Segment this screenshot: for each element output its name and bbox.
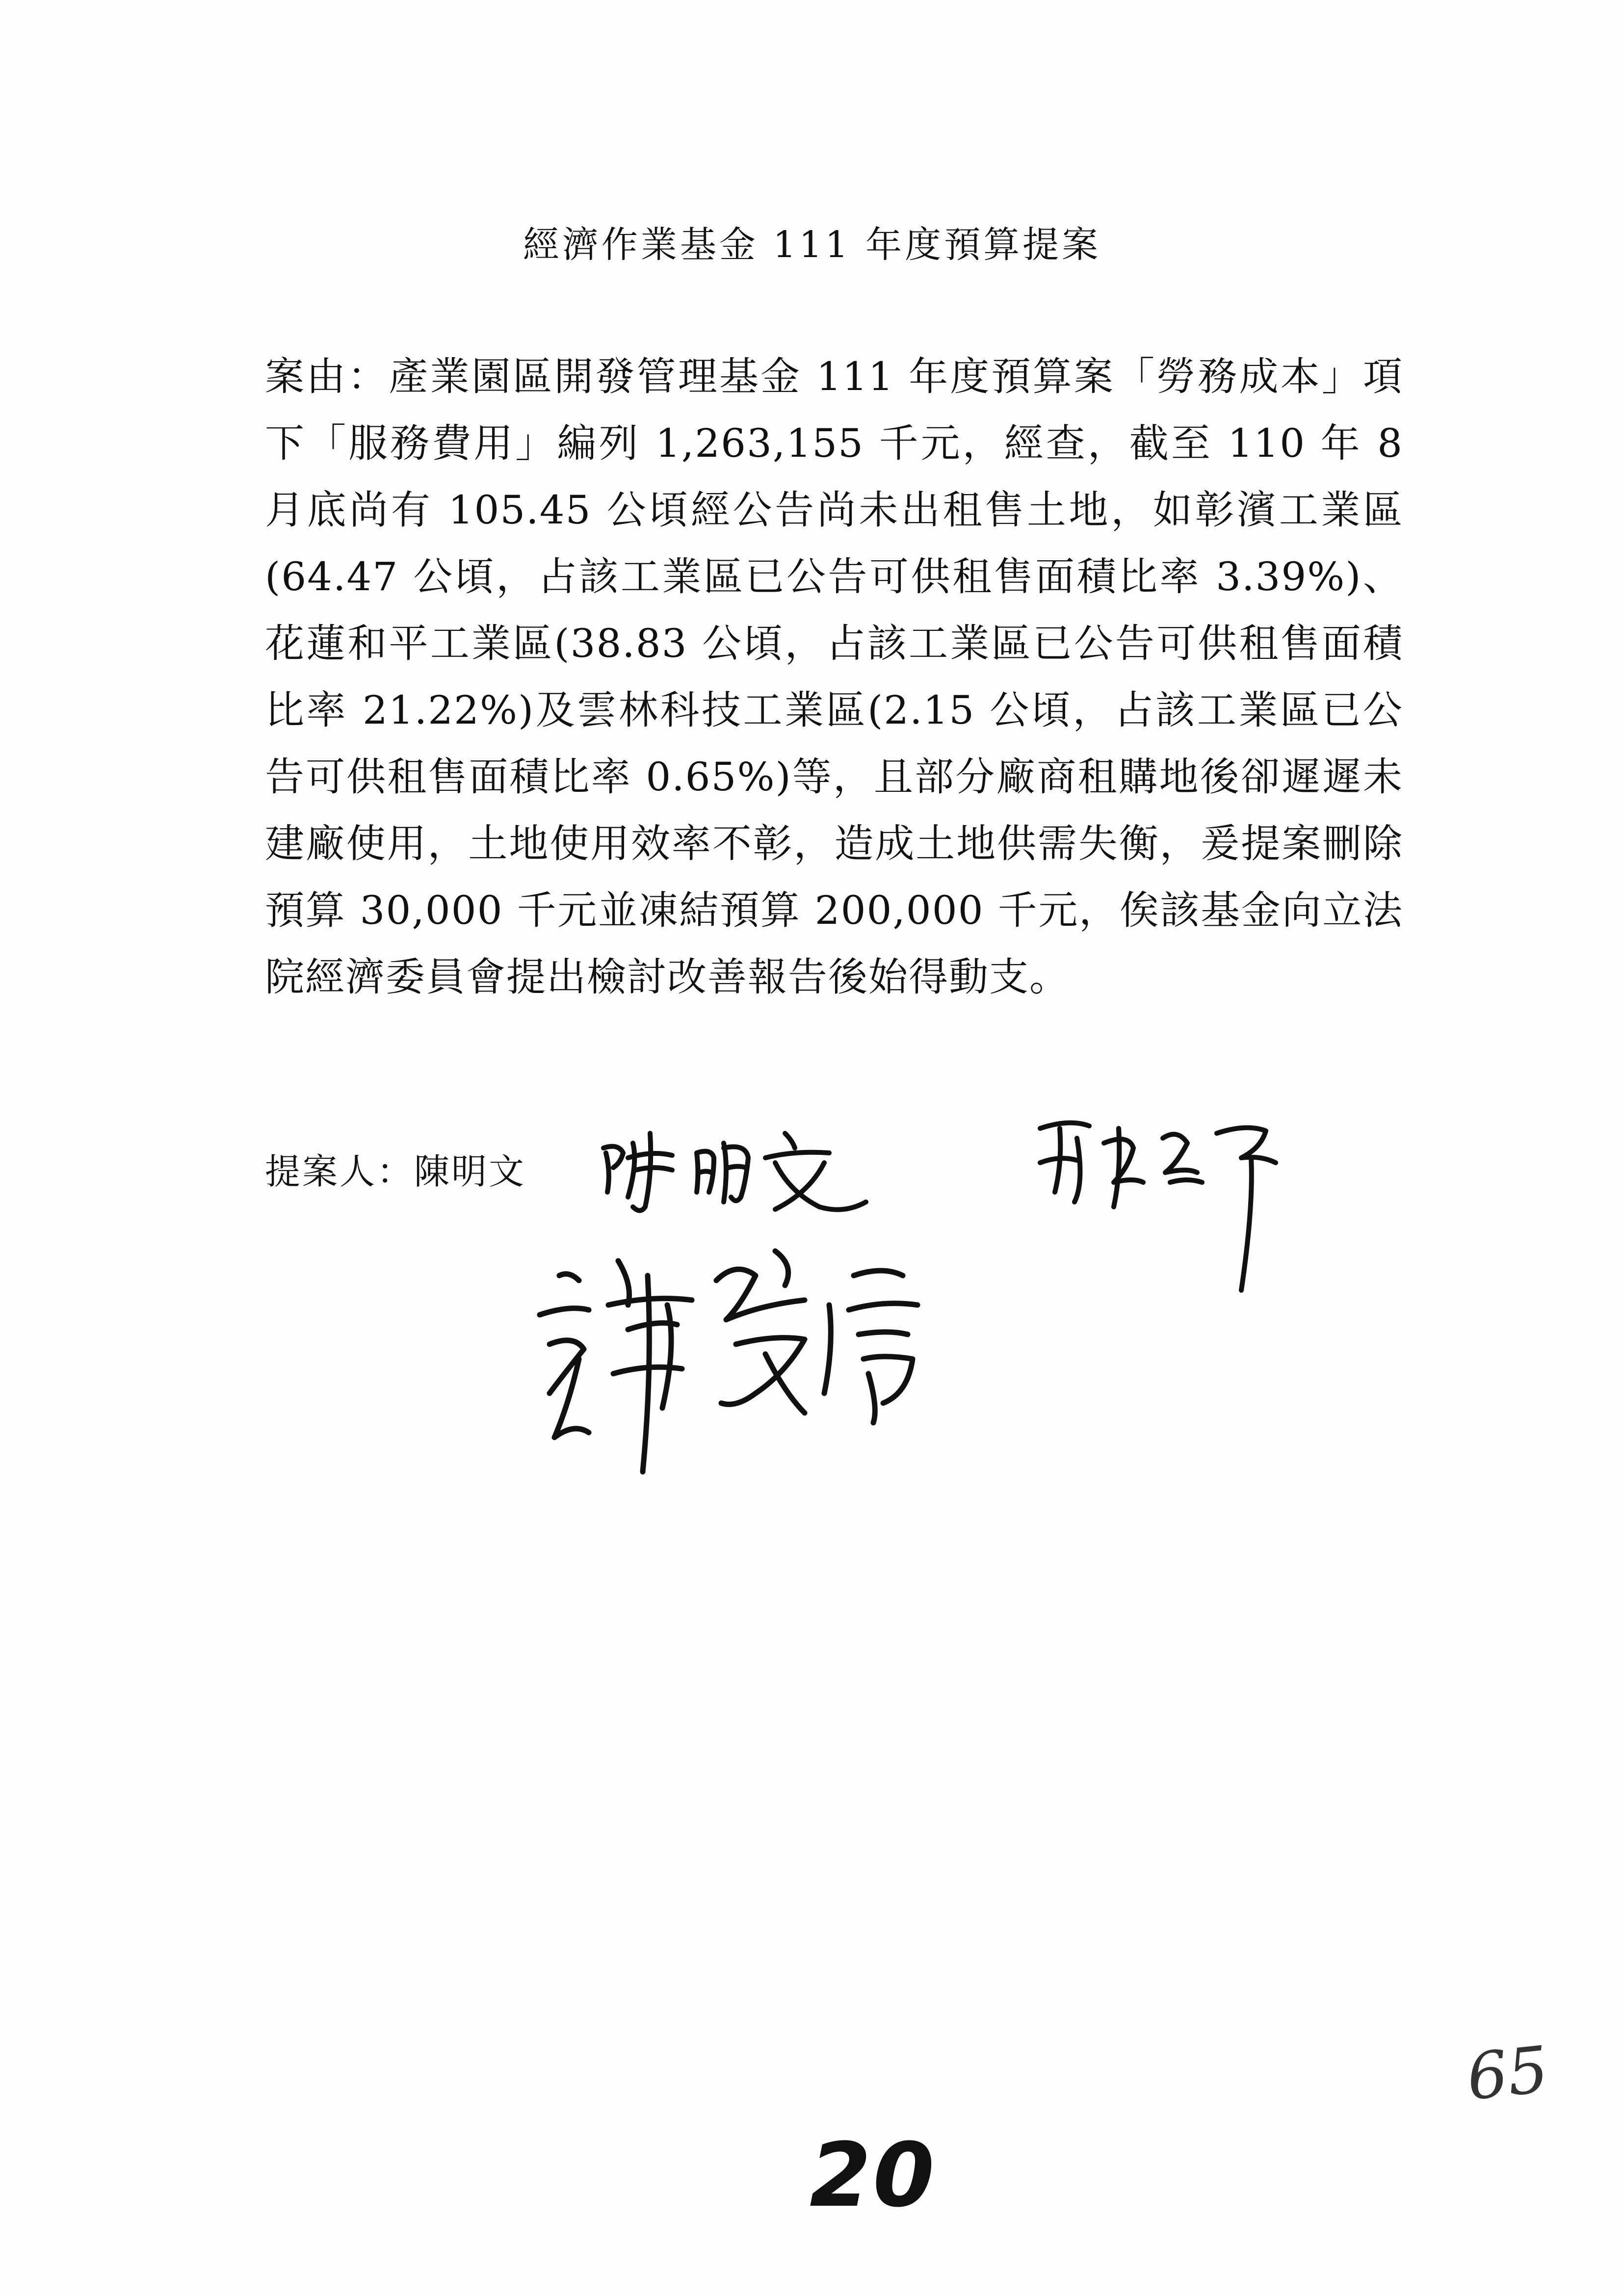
proposal-body: 案由：產業園區開發管理基金 111 年度預算案「勞務成本」項下「服務費用」編列 1,263,155 千元，經查，截至 110 年 8 月底尚有 105.45 公頃經公告尚未出租售土地，如彰濱工業區(64.47 公頃，占該工業區已公告可供租售面積比率 3.39%)、花蓮和平工業區(38.83 公頃，占該工業區已公告可供租售面積比率 21.22%)及雲林科技工業區(2.15 公頃，占該工業區已公告可供租售面積比率 0.65%)等，且部分廠商租購地後卻遲遲未建廠使用，土地使用效率不彰，造成土地供需失衡，爰提案刪除預算 30,000 千元並凍結預算 200,000 千元，俟該基金向立法院經濟委員會提出檢討改善報告後始得動支。 — [265, 354, 1403, 1000]
signature-2 — [1030, 1109, 1305, 1295]
handwritten-number: 65 — [1463, 2032, 1552, 2115]
document-title: 經濟作業基金 111 年度預算提案 — [523, 224, 1101, 266]
signature-1 — [599, 1123, 873, 1222]
signature-3 — [530, 1246, 971, 1491]
page-number: 20 — [810, 2124, 937, 2227]
proposer-label: 提案人：陳明文 — [265, 1151, 526, 1192]
